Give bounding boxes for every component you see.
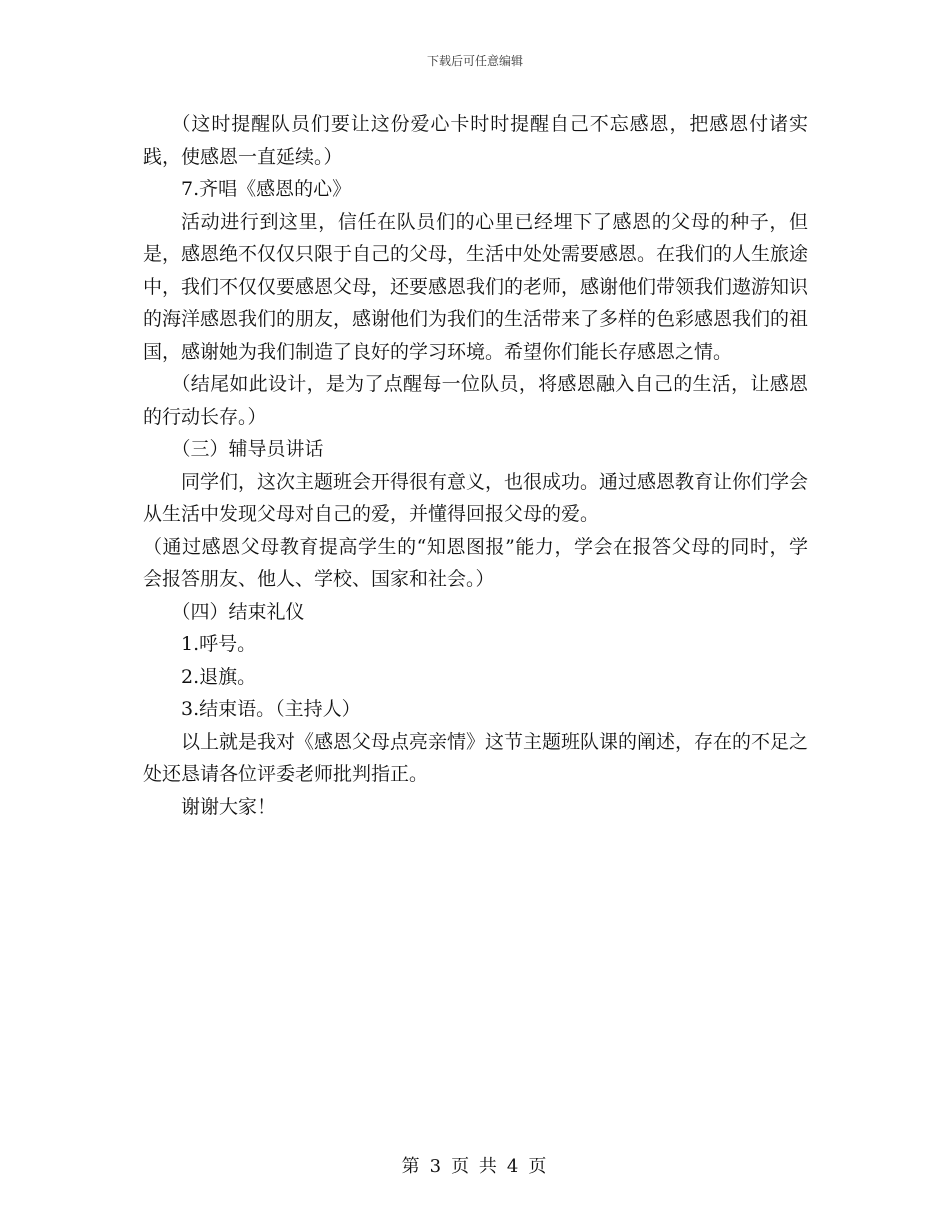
paragraph-education-note: （通过感恩父母教育提高学生的“知恩图报”能力，学会在报答父母的同时，学会报答朋友、他人、学校、国家和社会。） (143, 535, 808, 590)
paragraph-counselor-speech: 同学们，这次主题班会开得很有意义，也很成功。通过感恩教育让你们学会从生活中发现父母对自己的爱，并懂得回报父母的爱。 (143, 470, 809, 525)
page-number-footer (0, 1152, 950, 1178)
paragraph-conclusion: 以上就是我对《感恩父母点亮亲情》这节主题班队课的阐述，存在的不足之处还恳请各位评委老师批判指正。 (143, 730, 809, 785)
document-body (143, 108, 808, 823)
paragraph-ending-design-note: （结尾如此设计，是为了点醒每一位队员，将感恩融入自己的生活，让感恩的行动长存。） (143, 373, 808, 428)
header-note: 下载后可任意编辑 (426, 54, 523, 68)
section-heading-counselor-speech: （三）辅导员讲话 (171, 438, 324, 460)
paragraph-reminder-note: （这时提醒队员们要让这份爱心卡时时提醒自己不忘感恩，把感恩付诸实践，使感恩一直延续。） (143, 113, 808, 168)
paragraph-activity: 活动进行到这里，信任在队员们的心里已经埋下了感恩的父母的种子，但是，感恩绝不仅仅只限于自己的父母，生活中处处需要感恩。在我们的人生旅途中，我们不仅仅要感恩父母，还要感恩我们的老师，感谢他们带领我们遨游知识的海洋感恩我们的朋友，感谢他们为我们的生活带来了多样的色彩感恩我们的祖国，感谢她为我们制造了良好的学习环境。希望你们能长存感恩之情。 (143, 210, 809, 363)
footer-label-page: 第 (401, 1156, 422, 1177)
footer-total-pages: 4 (506, 1156, 521, 1177)
paragraph-thanks: 谢谢大家！ (181, 795, 277, 818)
footer-label-end: 页 (528, 1156, 549, 1177)
footer-label-of: 页 共 (451, 1156, 499, 1177)
section-heading-closing-ceremony: （四）结束礼仪 (171, 600, 305, 623)
list-item-flag-retreat: 2.退旗。 (181, 665, 257, 688)
list-item-slogan: 1.呼号。 (181, 633, 257, 655)
list-item-closing-remarks: 3.结束语。（主持人） (181, 698, 361, 720)
footer-current-page: 3 (429, 1156, 444, 1177)
paragraph-item-7: 7.齐唱《感恩的心》 (181, 178, 352, 200)
